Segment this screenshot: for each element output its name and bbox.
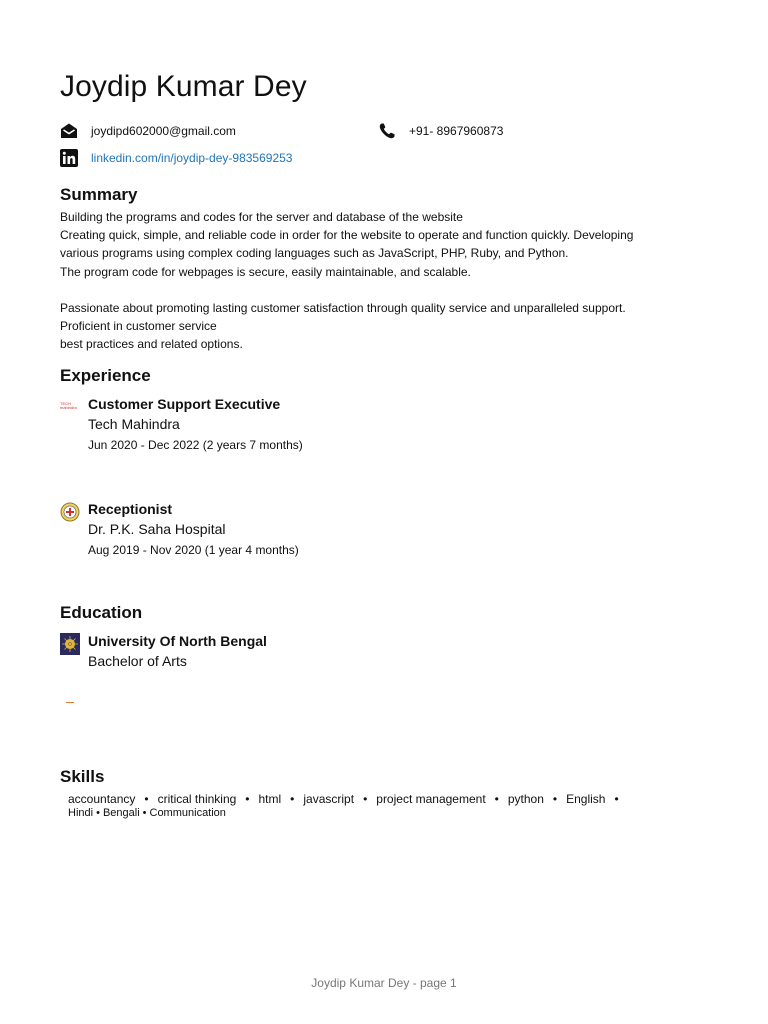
email-contact xyxy=(60,122,236,140)
skills-heading: Skills xyxy=(60,767,105,786)
candidate-name: Joydip Kumar Dey xyxy=(60,70,307,103)
education-item xyxy=(60,633,660,677)
bullet-separator: • xyxy=(614,792,619,806)
skill-tag: English xyxy=(566,792,606,806)
bullet-separator: • xyxy=(363,792,368,806)
page-footer: Joydip Kumar Dey - page 1 xyxy=(311,976,457,990)
job-dates: Jun 2020 - Dec 2022 (2 years 7 months) xyxy=(88,438,303,452)
summary-line: best practices and related options. xyxy=(60,337,243,352)
company-name: Dr. P.K. Saha Hospital xyxy=(88,521,226,537)
bullet-separator: • xyxy=(494,792,499,806)
svg-text:TECH: TECH xyxy=(60,401,71,406)
phone-text: +91- 8967960873 xyxy=(409,124,504,138)
email-text[interactable]: joydipd602000@gmail.com xyxy=(91,124,236,138)
linkedin-icon xyxy=(60,149,78,167)
phone-contact xyxy=(378,122,503,140)
summary-line: Building the programs and codes for the server and database of the website xyxy=(60,210,463,224)
school-name: University Of North Bengal xyxy=(88,633,267,649)
job-title: Customer Support Executive xyxy=(88,396,281,412)
skill-tag: critical thinking xyxy=(157,792,237,806)
experience-item xyxy=(60,396,660,456)
summary-line: Creating quick, simple, and reliable code in order for the website to operate and function quickly. Developing xyxy=(60,228,634,243)
skill-tag: Hindi xyxy=(68,807,94,819)
company-name: Tech Mahindra xyxy=(88,416,180,432)
skill-tag: accountancy xyxy=(68,792,136,806)
skill-tag: html xyxy=(258,792,282,806)
skill-tag: javascript xyxy=(303,792,355,806)
envelope-icon xyxy=(60,122,78,140)
phone-icon xyxy=(378,122,396,140)
bullet-separator: • xyxy=(552,792,558,806)
tech-mahindra-logo-icon xyxy=(60,396,82,418)
job-title: Receptionist xyxy=(88,501,173,517)
skill-tag: Bengali xyxy=(102,807,140,819)
university-crest-icon xyxy=(60,633,82,655)
linkedin-contact xyxy=(60,149,292,167)
summary-line: various programs using complex coding languages such as JavaScript, PHP, Ruby, and Python. xyxy=(60,246,569,261)
experience-heading: Experience xyxy=(60,366,151,385)
skills-list xyxy=(68,792,668,819)
skills-row xyxy=(68,792,668,806)
experience-item xyxy=(60,501,660,561)
summary-line: Passionate about promoting lasting customer satisfaction through quality service and unparalleled support. xyxy=(60,301,626,315)
bullet-separator: • xyxy=(245,792,250,806)
summary-line: The program code for webpages is secure, easily maintainable, and scalable. xyxy=(60,264,471,279)
bullet-separator: • xyxy=(96,807,100,819)
linkedin-link[interactable]: linkedin.com/in/joydip-dey-983569253 xyxy=(91,151,293,165)
skill-tag: Communication xyxy=(149,807,226,819)
svg-text:mahindra: mahindra xyxy=(60,405,77,410)
summary-spacer xyxy=(60,281,700,299)
bullet-separator: • xyxy=(290,792,295,806)
skill-tag: project management xyxy=(376,792,486,806)
skill-tag: python xyxy=(507,792,544,806)
summary-line: Proficient in customer service xyxy=(60,319,217,334)
hospital-logo-icon xyxy=(60,501,82,523)
education-heading: Education xyxy=(60,603,143,622)
job-dates: Aug 2019 - Nov 2020 (1 year 4 months) xyxy=(88,543,299,557)
degree-name: Bachelor of Arts xyxy=(88,653,187,669)
decorative-dash xyxy=(66,702,74,703)
summary-heading: Summary xyxy=(60,185,138,204)
bullet-separator: • xyxy=(142,807,147,819)
skills-row xyxy=(68,807,668,819)
bullet-separator: • xyxy=(144,792,149,806)
summary-body xyxy=(60,208,700,354)
